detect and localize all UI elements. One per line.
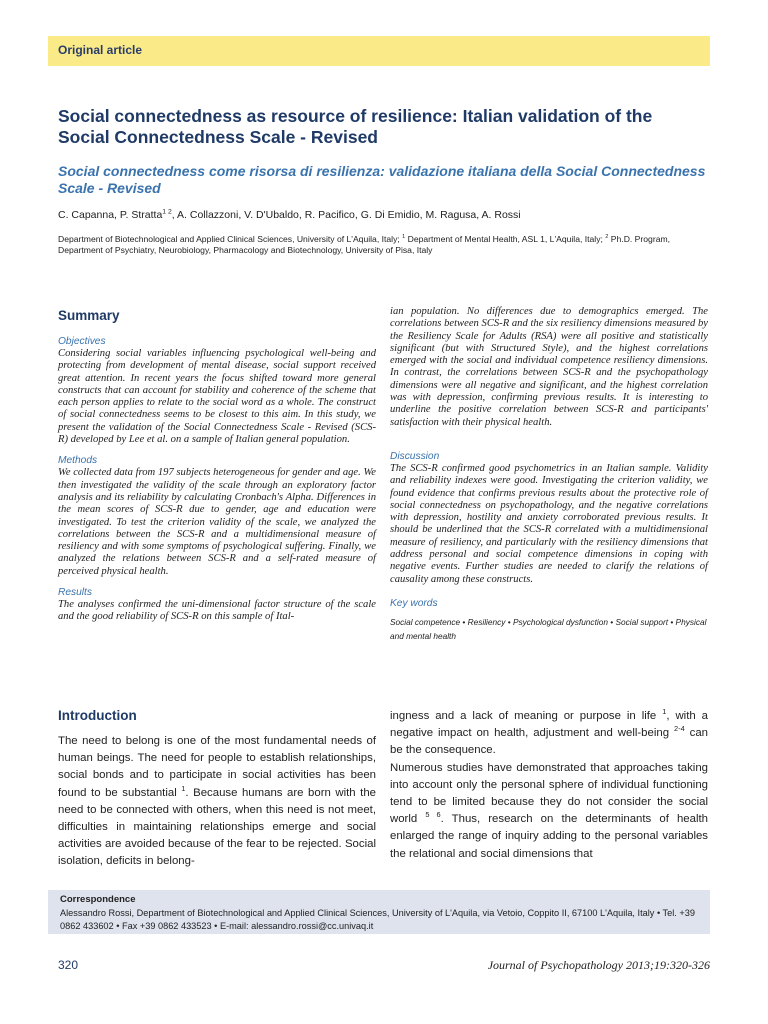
intro-right-part-4: Numerous studies have demonstrated that approaches taking into account only the personal sphere of individual functioning tend to be limited because they do not consider the social world (390, 761, 708, 826)
intro-right-part-2: , with a negative impact on health, adjustment and well-being (390, 710, 708, 740)
intro-right-part-5: . Thus, research on the determinants of health enlarged the range of inquiry adding to the personal variables the relational and social dimensions that (390, 813, 709, 860)
authors-sup: 1 2 (162, 208, 172, 216)
article-title: Social connectedness as resource of resilience: Italian validation of the Social Connectedness Scale - Revised (58, 106, 653, 147)
introduction-paragraph-2 (390, 760, 708, 863)
discussion-heading: Discussion (390, 450, 440, 462)
affil-part-3: Ph.D. Program, Department of Psychiatry, Neurobiology, Pharmacology and Biotechnology, University of Pisa, Italy (58, 234, 671, 255)
affiliations (58, 234, 708, 256)
correspondence-title: Correspondence (60, 894, 136, 905)
affil-part-1: Department of Biotechnological and Applied Clinical Sciences, University of L'Aquila, Italy; (58, 234, 403, 244)
introduction-heading: Introduction (58, 708, 137, 723)
introduction-left-column (58, 708, 376, 871)
intro-right-sup-3: 5 6 (425, 810, 441, 820)
summary-left-column (58, 306, 376, 633)
affil-sup-2: 2 (605, 234, 609, 241)
objectives-text: Considering social variables influencing psychological well-being and protecting from development of mental disease, social support received great attention. In recent years the focus shifted toward more general constructs that can account for stability and coherence of the scheme that each person applies to relate to the social word as a whole. The construct of social connectedness seems to be closest to this aim. In this study, we present the validation of the Social Connectedness Scale - Revised (SCS-R) developed by Lee et al. on a sample of Italian general population. (58, 348, 376, 446)
intro-right-sup-2: 2-4 (673, 724, 685, 734)
results-text-start: The analyses confirmed the uni-dimensional factor structure of the scale and the good reliability of SCS-R on this sample of Ital- (58, 599, 376, 623)
section-banner (48, 36, 710, 66)
introduction-paragraph-1-cont (390, 708, 708, 760)
correspondence-box (48, 890, 710, 934)
summary-right-column (390, 306, 708, 643)
author-list (58, 209, 708, 221)
intro-right-sup-1: 1 (662, 707, 667, 717)
affil-sup-1: 1 (402, 234, 406, 241)
intro-left-part-1: The need to belong is one of the most fundamental needs of human beings. The need for people to establish relationships, social bonds and to participate in social activities has been found to be substantial (58, 735, 376, 799)
keywords-text: Social competence • Resiliency • Psychological dysfunction • Social support • Physical and mental health (390, 616, 707, 641)
intro-left-sup: 1 (181, 783, 186, 793)
keywords-heading: Key words (390, 597, 438, 609)
intro-right-part-1: ingness and a lack of meaning or purpose in life (390, 710, 663, 722)
introduction-paragraph-1 (58, 733, 376, 871)
introduction-right-column (390, 708, 708, 863)
methods-text: We collected data from 197 subjects heterogeneous for gender and age. We then investigated the validity of the scale through an exploratory factor analysis and its reliability by calculating Cronbach's Alpha. Differences in the mean scores of SCS-R due to gender, age and education were investigated. To test the criterion validity of the scale, we analyzed the correlations between the SCS-R and a multidimensional measure of resiliency and with some symptoms of psychological suffering. Finally, we analyzed the relations between SCS-R and a self-rated measure of perceived physical health. (58, 467, 376, 577)
results-text-continued: ian population. No differences due to demographics emerged. The correlations between SCS-R and the six resiliency dimensions measured by the Resiliency Scale for Adults (RSA) were all positive and statistically significant (but with Structured Style), and the highest correlations emerged with the social and individual competence resiliency dimensions. In contrast, the correlations between SCS-R and the psychopathology dimensions were all negative and significant, and the highest correlation was with depression, confirming previous results. It is interesting to underline the positive correlation between SCS-R and participants' satisfaction with their physical health. (390, 306, 708, 428)
intro-left-part-2: . Because humans are born with the need to be connected with others, when this need is not meet, difficulties in maintaining relationships emerge and social activities are avoided because of the fear to be rejected. Social isolation, deficits in belong- (58, 786, 376, 868)
section-label: Original article (58, 43, 143, 57)
methods-heading: Methods (58, 455, 98, 467)
affil-part-2: Department of Mental Health, ASL 1, L'Aquila, Italy; (405, 234, 606, 244)
summary-title: Summary (58, 308, 120, 323)
intro-right-part-3: can be the consequence. (390, 727, 708, 757)
results-heading: Results (58, 587, 92, 599)
objectives-heading: Objectives (58, 336, 106, 347)
correspondence-text: Alessandro Rossi, Department of Biotechnological and Applied Clinical Sciences, University of L'Aquila, via Vetoio, Coppito II, 67100 L'Aquila, Italy • Tel. +39 0862 433602 • Fax +39 0862 433523 • E-mail: alessandro.rossi@cc.univaq.it (60, 908, 695, 931)
discussion-text: The SCS-R confirmed good psychometrics in an Italian sample. Validity and reliability indexes were good. Investigating the criterion validity, we found evidence that confirms previous results about the protective role of social connectedness on psychopathology, and the negative correlations with depression, hostility and anxiety corroborated previous results. It should be underlined that the SCS-R correlated with a multidimensional measure of resiliency, and particularly with the resiliency dimensions that address personal and social competence dimensions in coping with negative events. Further studies are needed to clarify the relations of causality among these constructs. (390, 462, 708, 585)
authors-part-2: , A. Collazzoni, V. D'Ubaldo, R. Pacifico, G. Di Emidio, M. Ragusa, A. Rossi (171, 209, 521, 221)
authors-part-1: C. Capanna, P. Stratta (58, 209, 163, 221)
journal-citation: Journal of Psychopathology 2013;19:320-326 (487, 958, 710, 972)
article-subtitle: Social connectedness come risorsa di resilienza: validazione italiana della Social Connectedness Scale - Revised (58, 163, 706, 196)
page-number: 320 (58, 958, 79, 972)
